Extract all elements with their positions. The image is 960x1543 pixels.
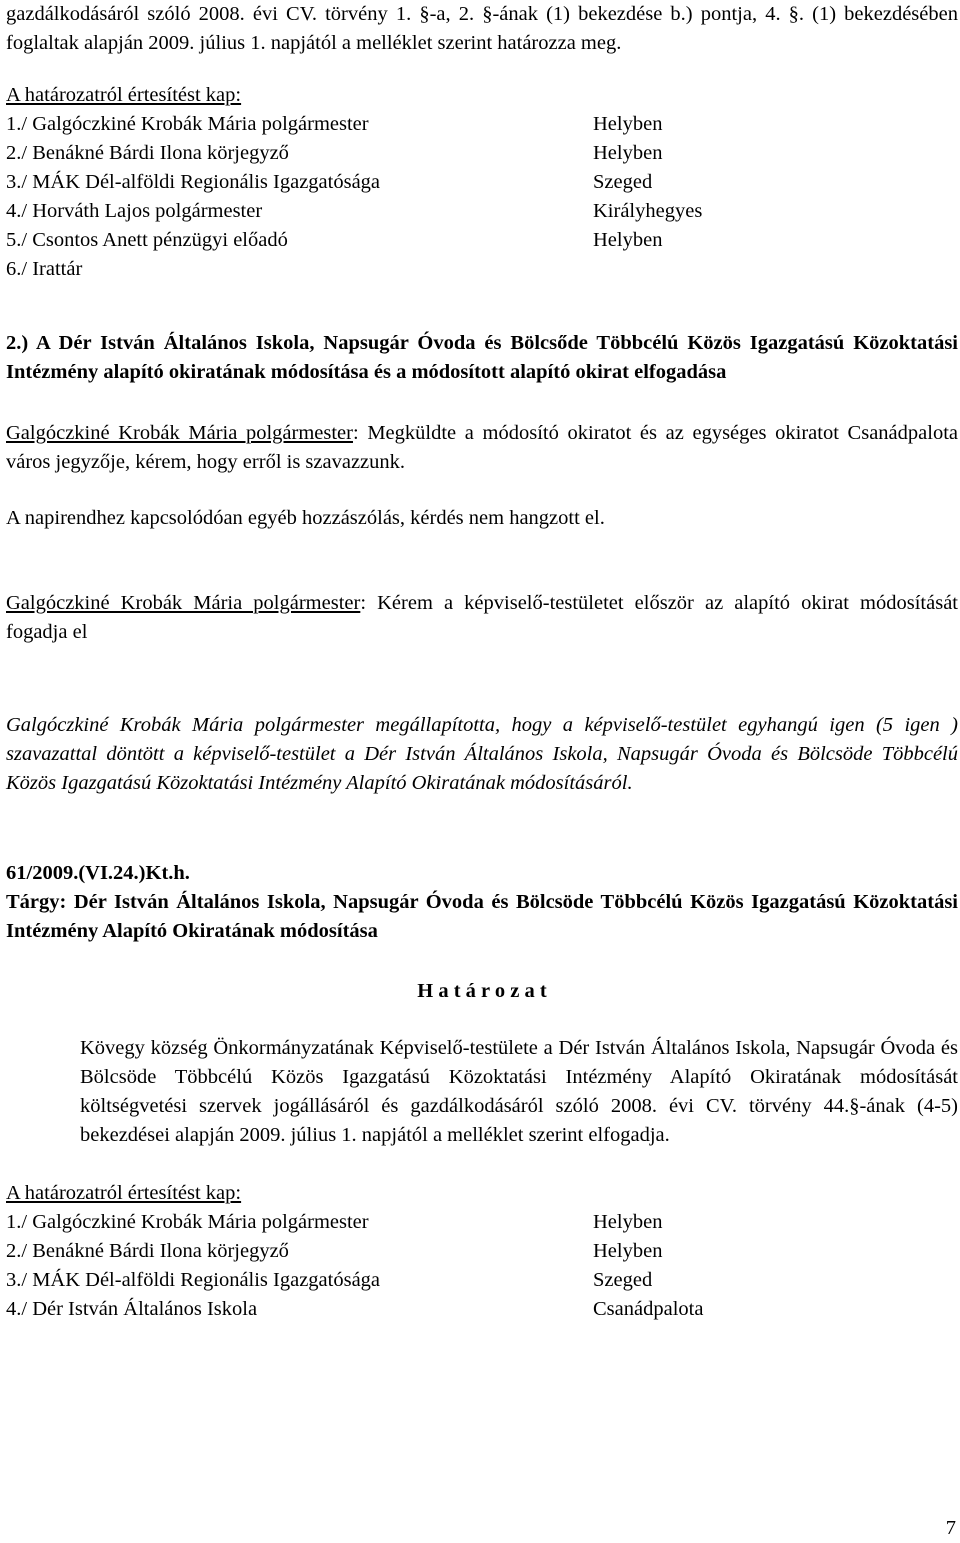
list-item: 2./ Benákné Bárdi Ilona körjegyző Helyben <box>6 142 663 164</box>
speech-2 <box>6 589 958 647</box>
decision-text: Kövegy község Önkormányzatának Képviselő-testülete a Dér István Általános Iskola, Napsugár Óvoda és Bölcsöde Többcélú Közös Igazgatású Közoktatási Intézmény Alapító Okiratának módosítását költségvetési szervek jogállásáról és gazdálkodásáról szóló 2008. évi CV. törvény 44.§-ának (4-5) bekezdései alapján 2009. július 1. napjától a melléklet szerint elfogadja. <box>80 1037 958 1146</box>
notice1-title: A határozatról értesítést kap: <box>6 84 242 106</box>
notice2-title: A határozatról értesítést kap: <box>6 1182 242 1204</box>
notice1-list <box>6 110 958 284</box>
speech-text: : Kérem a képviselő-testületet először az alapító okirat módosítását fogadja el <box>6 592 958 643</box>
speaker-name: Galgóczkiné Krobák Mária polgármester <box>6 592 361 614</box>
list-item: 6./ Irattár <box>6 258 83 280</box>
resolution-number: 61/2009.(VI.24.)Kt.h. <box>6 862 190 884</box>
document-page <box>6 0 958 1324</box>
list-item: 5./ Csontos Anett pénzügyi előadó Helyben <box>6 229 663 251</box>
list-item: 1./ Galgóczkiné Krobák Mária polgármester Helyben <box>6 1211 663 1233</box>
speech-text: : Megküldte a módosító okiratot és az egységes okiratot Csanádpalota város jegyzője, kérem, hogy erről is szavazzunk. <box>6 422 958 473</box>
notice2-list <box>6 1208 958 1324</box>
intro-paragraph: gazdálkodásáról szóló 2008. évi CV. törvény 1. §-a, 2. §-ának (1) bekezdése b.) pontja, 4. §. (1) bekezdésében foglaltak alapján 2009. július 1. napjától a melléklet szerint határozza meg. <box>6 3 958 54</box>
agenda-heading: 2.) A Dér István Általános Iskola, Napsugár Óvoda és Bölcsőde Többcélú Közös Igazgatású Közoktatási Intézmény alapító okiratának módosítása és a módosított alapító okirat elfogadása <box>6 332 958 383</box>
list-item: 2./ Benákné Bárdi Ilona körjegyző Helyben <box>6 1240 663 1262</box>
vote-statement: Galgóczkiné Krobák Mária polgármester megállapította, hogy a képviselő-testület egyhangú igen (5 igen ) szavazattal döntött a képviselő-testület a Dér István Általános Iskola, Napsugár Óvoda és Bölcsöde Többcélú Közös Igazgatású Közoktatási Intézmény Alapító Okiratának módosításáról. <box>6 714 958 794</box>
list-item: 3./ MÁK Dél-alföldi Regionális Igazgatósága Szeged <box>6 171 653 193</box>
list-item: 4./ Horváth Lajos polgármester Királyhegyes <box>6 200 703 222</box>
speech-1 <box>6 419 958 477</box>
list-item: 1./ Galgóczkiné Krobák Mária polgármester Helyben <box>6 113 663 135</box>
no-comment-note: A napirendhez kapcsolódóan egyéb hozzászólás, kérdés nem hangzott el. <box>6 507 605 529</box>
list-item: 3./ MÁK Dél-alföldi Regionális Igazgatósága Szeged <box>6 1269 653 1291</box>
page-number: 7 <box>945 1517 956 1539</box>
speaker-name: Galgóczkiné Krobák Mária polgármester <box>6 422 353 444</box>
hatarozat-heading: H a t á r o z a t <box>417 980 547 1002</box>
resolution-subject: Tárgy: Dér István Általános Iskola, Napsugár Óvoda és Bölcsöde Többcélú Közös Igazgatású Közoktatási Intézmény Alapító Okiratának módosítása <box>6 891 958 942</box>
list-item: 4./ Dér István Általános Iskola Csanádpalota <box>6 1298 704 1320</box>
